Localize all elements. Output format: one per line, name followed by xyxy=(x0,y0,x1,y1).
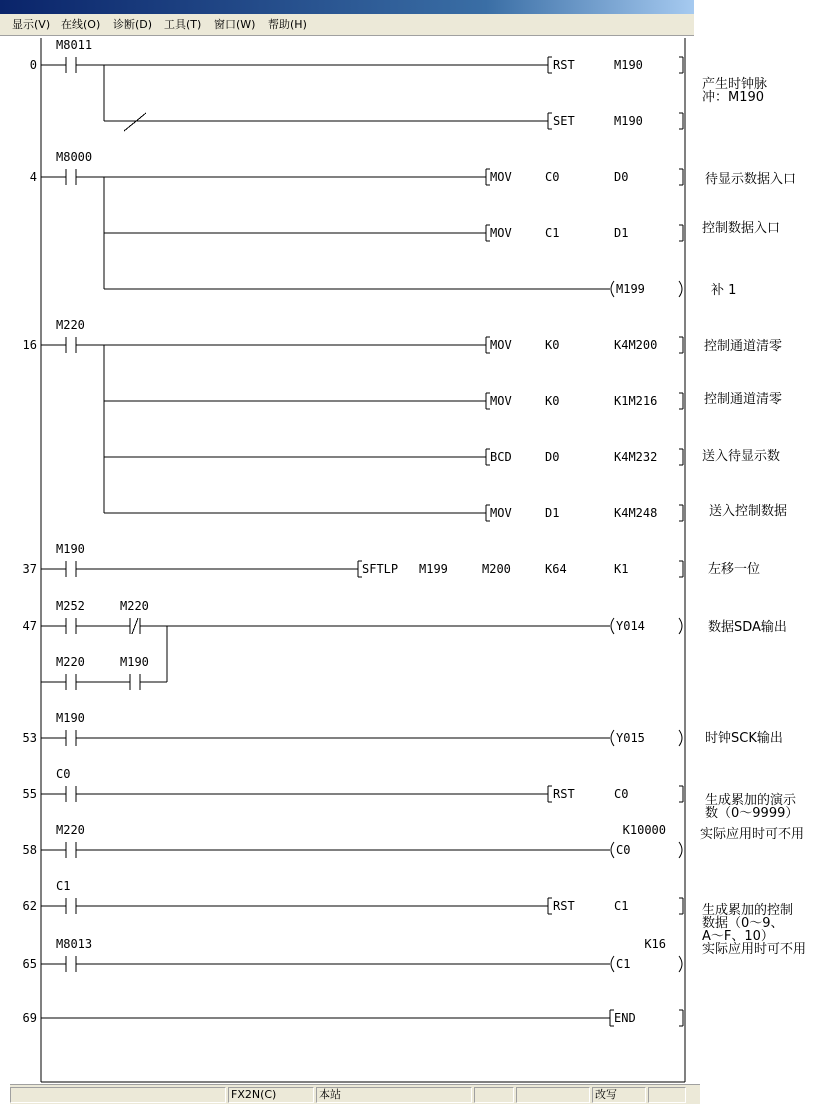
counter-preset: K10000 xyxy=(622,823,666,837)
step-number: 47 xyxy=(22,619,37,633)
coil-right-paren xyxy=(679,842,682,858)
rung-comment: 数据（0～9、 xyxy=(702,916,784,931)
status-cell-blank4 xyxy=(648,1087,686,1103)
step-number: 0 xyxy=(29,58,37,72)
instruction-operand: K4M248 xyxy=(614,506,658,520)
end-instruction: END xyxy=(614,1011,636,1025)
coil-label: Y015 xyxy=(616,731,645,745)
contact-label: C1 xyxy=(56,879,71,893)
menu-item-online[interactable]: 在线(O) xyxy=(61,18,101,31)
coil-right-paren xyxy=(679,618,682,634)
instruction-operand: D0 xyxy=(614,170,629,184)
instruction-operand: K1M216 xyxy=(614,394,658,408)
rung-comment: 控制通道清零 xyxy=(704,339,783,354)
step-number: 69 xyxy=(22,1011,37,1025)
instruction-op: MOV xyxy=(490,394,512,408)
instruction-op: MOV xyxy=(490,170,512,184)
rung-comment: 数（0～9999） xyxy=(705,806,799,821)
rung-comment: 时钟SCK输出 xyxy=(705,731,783,746)
rung-comment: 控制通道清零 xyxy=(704,392,783,407)
rung-comment: 冲：M190 xyxy=(702,90,765,105)
coil-right-paren xyxy=(679,956,682,972)
coil-label: M199 xyxy=(616,282,645,296)
menu-item-window[interactable]: 窗口(W) xyxy=(214,18,256,31)
instruction-op: SET xyxy=(553,114,575,128)
instruction-operand: C1 xyxy=(545,226,560,240)
coil-right-paren xyxy=(679,281,682,297)
rung-comment: 实际应用时可不用 xyxy=(700,827,805,842)
instruction-operand: C0 xyxy=(545,170,560,184)
instruction-op: BCD xyxy=(490,450,512,464)
instruction-op: MOV xyxy=(490,226,512,240)
coil-label: Y014 xyxy=(616,619,645,633)
contact-label: M252 xyxy=(56,599,85,613)
instruction-operand: M200 xyxy=(482,562,511,576)
contact-label: M220 xyxy=(120,599,149,613)
rung-comment: 补 1 xyxy=(711,283,737,298)
rung-comment: 产生时钟脉 xyxy=(702,77,768,92)
status-mode: 改写 xyxy=(592,1087,646,1103)
step-number: 16 xyxy=(22,338,37,352)
contact-label: M8000 xyxy=(56,150,93,164)
instruction-op: RST xyxy=(553,58,575,72)
coil-left-paren xyxy=(611,730,614,746)
instruction-operand: K64 xyxy=(545,562,567,576)
step-number: 53 xyxy=(22,731,37,745)
instruction-op: MOV xyxy=(490,506,512,520)
rung-comment: 送入待显示数 xyxy=(702,449,781,464)
contact-label: M220 xyxy=(56,655,85,669)
instruction-operand: C0 xyxy=(614,787,629,801)
coil-left-paren xyxy=(611,842,614,858)
instruction-op: RST xyxy=(553,787,575,801)
menu-item-view[interactable]: 显示(V) xyxy=(12,18,51,31)
menu-item-help[interactable]: 帮助(H) xyxy=(268,18,307,31)
instruction-operand: K1 xyxy=(614,562,629,576)
rung-comment: 生成累加的控制 xyxy=(702,903,794,918)
step-number: 37 xyxy=(22,562,37,576)
status-bar xyxy=(10,1084,700,1104)
instruction-operand: C1 xyxy=(614,899,629,913)
status-cell-blank2 xyxy=(474,1087,514,1103)
step-number: 62 xyxy=(22,899,37,913)
menu-item-diagnose[interactable]: 诊断(D) xyxy=(113,18,153,31)
contact-label: M190 xyxy=(120,655,149,669)
step-number: 55 xyxy=(22,787,37,801)
rung-comment: 控制数据入口 xyxy=(702,221,781,236)
coil-right-paren xyxy=(679,730,682,746)
title-bar xyxy=(0,0,694,14)
instruction-operand: M190 xyxy=(614,58,643,72)
coil-left-paren xyxy=(611,956,614,972)
status-plc-type: FX2N(C) xyxy=(228,1087,314,1103)
rung-comment: 数据SDA输出 xyxy=(708,620,787,635)
contact-label: M220 xyxy=(56,318,85,332)
rung-comment: 生成累加的演示 xyxy=(705,793,797,808)
rung-comment: 实际应用时可不用 xyxy=(702,942,807,957)
step-number: 4 xyxy=(29,170,37,184)
step-number: 58 xyxy=(22,843,37,857)
status-cell-blank3 xyxy=(516,1087,590,1103)
menu-bar xyxy=(0,14,694,36)
instruction-operand: K0 xyxy=(545,394,560,408)
instruction-operand: D0 xyxy=(545,450,560,464)
coil-label: C1 xyxy=(616,957,631,971)
rung-comment: 左移一位 xyxy=(708,562,761,577)
step-number: 65 xyxy=(22,957,37,971)
contact-nc-slash xyxy=(132,618,138,634)
rung-comment: 送入控制数据 xyxy=(709,504,788,519)
menu-item-tools[interactable]: 工具(T) xyxy=(164,18,202,31)
contact-label: M190 xyxy=(56,542,85,556)
coil-left-paren xyxy=(611,281,614,297)
status-station: 本站 xyxy=(316,1087,472,1103)
instruction-operand: D1 xyxy=(545,506,560,520)
instruction-op: SFTLP xyxy=(362,562,399,576)
nc-branch-slash xyxy=(124,113,146,131)
contact-label: M8013 xyxy=(56,937,93,951)
contact-label: M190 xyxy=(56,711,85,725)
instruction-operand: M190 xyxy=(614,114,643,128)
coil-label: C0 xyxy=(616,843,631,857)
contact-label: M220 xyxy=(56,823,85,837)
status-cell-blank xyxy=(10,1087,226,1103)
instruction-op: MOV xyxy=(490,338,512,352)
contact-label: M8011 xyxy=(56,38,93,52)
instruction-operand: K4M200 xyxy=(614,338,658,352)
instruction-operand: M199 xyxy=(419,562,448,576)
instruction-operand: K0 xyxy=(545,338,560,352)
instruction-operand: D1 xyxy=(614,226,629,240)
coil-left-paren xyxy=(611,618,614,634)
counter-preset: K16 xyxy=(644,937,666,951)
instruction-op: RST xyxy=(553,899,575,913)
contact-label: C0 xyxy=(56,767,71,781)
instruction-operand: K4M232 xyxy=(614,450,658,464)
rung-comment: A～F、10） xyxy=(702,929,774,944)
rung-comment: 待显示数据入口 xyxy=(705,172,797,187)
